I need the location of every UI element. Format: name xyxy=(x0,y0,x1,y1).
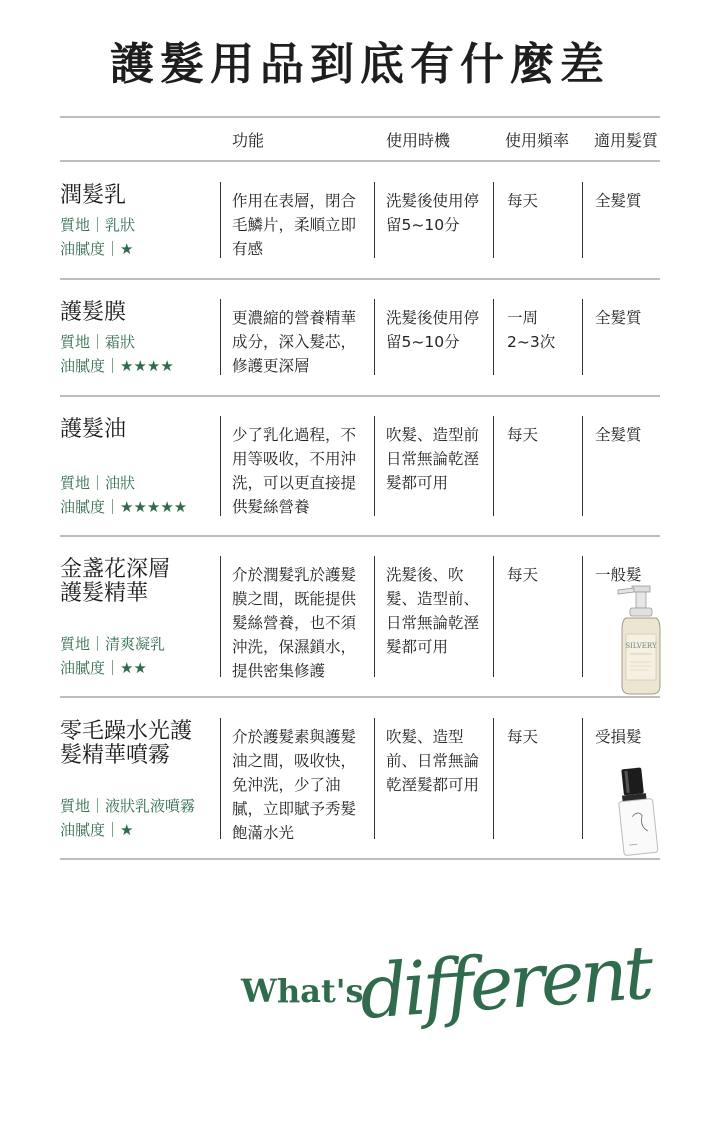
col-separator xyxy=(493,718,494,839)
header-hair-type: 適用髮質 xyxy=(594,131,659,150)
cell-frequency: 每天 xyxy=(507,566,539,584)
product-oiliness: 油膩度｜★★★★ xyxy=(60,357,174,375)
cell-function: 介於潤髮乳於護髮膜之間，既能提供髮絲營養，也不須沖洗，保濕鎖水，提供密集修護 xyxy=(232,566,357,680)
cell-timing: 吹髮、造型前日常無論乾溼髮都可用 xyxy=(386,426,480,492)
product-texture: 質地｜霜狀 xyxy=(60,333,136,351)
cell-function: 作用在表層，閉合毛鱗片，柔順立即有感 xyxy=(232,192,357,258)
spray-bottle-image xyxy=(608,764,666,860)
col-separator xyxy=(374,182,375,258)
cell-timing: 洗髮後使用停留5~10分 xyxy=(386,309,480,351)
product-name: 護髮油 xyxy=(60,417,127,442)
col-separator xyxy=(582,556,583,677)
col-separator xyxy=(374,718,375,839)
product-texture: 質地｜油狀 xyxy=(60,474,136,492)
col-separator xyxy=(220,416,221,516)
cell-function: 少了乳化過程，不用等吸收，不用沖洗，可以更直接提供髮絲營養 xyxy=(232,426,357,516)
product-oiliness: 油膩度｜★★ xyxy=(60,659,147,677)
col-separator xyxy=(582,299,583,375)
cell-hair-type: 全髮質 xyxy=(595,309,642,327)
cell-frequency: 每天 xyxy=(507,426,539,444)
divider-row-4 xyxy=(60,696,660,698)
whats-text: What's xyxy=(241,972,364,1010)
product-name: 零毛躁水光護髮精華噴霧 xyxy=(60,719,193,768)
col-separator xyxy=(220,182,221,258)
divider-top xyxy=(60,116,660,118)
col-separator xyxy=(582,416,583,516)
page-title: 護髮用品到底有什麼差 xyxy=(110,39,610,90)
divider-row-2 xyxy=(60,395,660,397)
product-oiliness: 油膩度｜★★★★★ xyxy=(60,498,188,516)
col-separator xyxy=(493,299,494,375)
product-texture: 質地｜乳狀 xyxy=(60,216,136,234)
col-separator xyxy=(493,182,494,258)
col-separator xyxy=(220,299,221,375)
cell-hair-type: 受損髮 xyxy=(595,728,642,746)
cell-timing: 吹髮、造型前、日常無論乾溼髮都可用 xyxy=(386,728,480,794)
cell-frequency: 每天 xyxy=(507,728,539,746)
cell-function: 更濃縮的營養精華成分，深入髮芯，修護更深層 xyxy=(232,309,357,375)
col-separator xyxy=(220,556,221,677)
cell-frequency: 一周2~3次 xyxy=(507,309,556,351)
product-name: 潤髮乳 xyxy=(60,183,127,208)
header-frequency: 使用頻率 xyxy=(505,131,570,150)
divider-header xyxy=(60,160,660,162)
divider-row-1 xyxy=(60,278,660,280)
cell-function: 介於護髮素與護髮油之間，吸收快，免沖洗，少了油膩，立即賦予秀髮飽滿水光 xyxy=(232,728,357,842)
cell-timing: 洗髮後使用停留5~10分 xyxy=(386,192,480,234)
divider-row-3 xyxy=(60,535,660,537)
cell-hair-type: 全髮質 xyxy=(595,192,642,210)
col-separator xyxy=(374,416,375,516)
col-separator xyxy=(220,718,221,839)
col-separator xyxy=(582,182,583,258)
different-script: different xyxy=(357,929,653,1036)
col-separator xyxy=(374,299,375,375)
cell-hair-type: 一般髮 xyxy=(595,566,642,584)
cell-hair-type: 全髮質 xyxy=(595,426,642,444)
product-oiliness: 油膩度｜★ xyxy=(60,240,134,258)
product-texture: 質地｜液狀乳液噴霧 xyxy=(60,797,196,815)
col-separator xyxy=(493,416,494,516)
divider-row-5 xyxy=(60,858,660,860)
product-texture: 質地｜清爽凝乳 xyxy=(60,635,166,653)
bottle-brand-label: SILVERY xyxy=(625,642,657,650)
product-name: 護髮膜 xyxy=(60,300,127,325)
header-timing: 使用時機 xyxy=(386,131,451,150)
col-separator xyxy=(374,556,375,677)
product-oiliness: 油膩度｜★ xyxy=(60,821,134,839)
cell-frequency: 每天 xyxy=(507,192,539,210)
header-function: 功能 xyxy=(232,131,265,150)
cell-timing: 洗髮後、吹髮、造型前、日常無論乾溼髮都可用 xyxy=(386,566,480,656)
pump-bottle-image xyxy=(612,582,668,698)
product-name: 金盞花深層護髮精華 xyxy=(60,557,171,606)
col-separator xyxy=(493,556,494,677)
col-separator xyxy=(582,718,583,839)
